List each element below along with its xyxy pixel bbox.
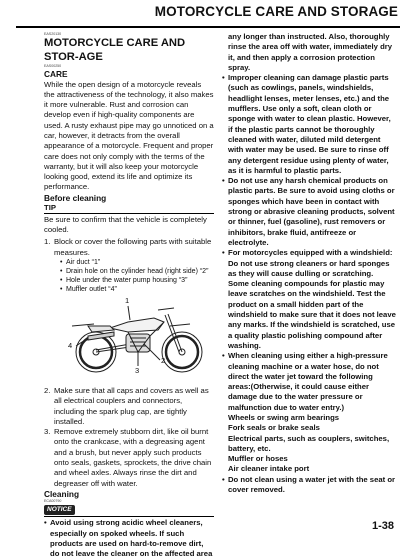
callout-1: 1 [125, 295, 130, 305]
notice-item-text: Improper cleaning can damage plastic parts (such as cowlings, panels, windshields, headlight lenses, meter lenses, etc.) and the mufflers. Use only a soft, clean cloth or sponge with water to clean plastic. However, if the plastic parts cannot be thoroughly cleaned with water, diluted mild detergent with water may be used. Be sure to rinse off any detergent residue using plenty of water, as it is harmful to plastic parts. [228, 73, 391, 175]
bullet-icon: • [222, 176, 225, 186]
step-2-number: 2. [44, 385, 51, 395]
step-1-number: 1. [44, 237, 51, 247]
care-code: EAS00250 [44, 64, 62, 68]
notice-text: Avoid using strong acidic wheel cleaners, especially on spoked wheels. If such products are used on hard-to-remove dirt, do not leave the cleaner on the affected area [50, 518, 213, 559]
section-title: MOTORCYCLE CARE AND STOR-AGE [44, 37, 186, 63]
motorcycle-illustration [58, 296, 218, 382]
step-3-text: Remove extremely stubborn dirt, like oil burnt onto the crankcase, with a degreasing agent and a brush, but never apply such products onto seals, gaskets, sprockets, the drive chain and wheel axles. Always rinse the dirt and degreaser off with water. [54, 427, 212, 488]
list-item [222, 351, 396, 413]
notice-continued-list [222, 73, 396, 413]
list-item [60, 285, 214, 294]
callout-2: 2 [161, 355, 166, 365]
bullet-icon: • [222, 351, 225, 361]
header-rule [16, 26, 400, 28]
bullet-icon: • [222, 73, 225, 83]
callout-4: 4 [68, 340, 73, 350]
bullet-icon: • [44, 518, 47, 528]
step-2 [44, 386, 214, 427]
bullet-icon: • [222, 474, 225, 484]
area-line: Electrical parts, such as couplers, switches, battery, etc. [228, 433, 390, 453]
list-item [60, 258, 214, 267]
step-3-number: 3. [44, 427, 51, 437]
notice-rule [44, 516, 214, 517]
section-code: EAS20130 [44, 32, 62, 36]
step-1-item-text: Muffler outlet “4” [66, 285, 117, 293]
bullet-icon: • [60, 276, 63, 284]
tip-label: TIP [44, 203, 56, 213]
step-1-items [54, 258, 214, 294]
step-1-item-text: Air duct “1” [66, 258, 101, 266]
step-1-text: Block or cover the following parts with suitable measures. [54, 237, 212, 257]
care-title: CARE [44, 69, 68, 79]
right-column [222, 32, 396, 495]
callout-3: 3 [135, 365, 140, 375]
care-paragraph: While the open design of a motorcycle reveals the attractiveness of the technology, it also makes it more vulnerable. Rust and corrosion can develop even if high-quality components are used. A rusty exhaust pipe may go unnoticed on a car, however, it detracts from the overall appearance of a motorcycle. Frequent and proper care does not only comply with the terms of the warranty, but it will also keep your motorcycle looking good, extend its life and optimize its performance. [44, 79, 214, 192]
notice-item-text: Do not use any harsh chemical products on plastic parts. Be sure to avoid using cloths or sponges which have been in contact with strong or abrasive cleaning products, solvent or thinner, fuel (gasoline), rust removers or inhibitors, brake fluid, antifreeze or electrolyte. [228, 176, 395, 247]
tip-rule [44, 213, 214, 214]
list-item [222, 475, 396, 496]
final-item-text: Do not clean using a water jet with the seat or cover removed. [228, 474, 396, 495]
area-line: Wheels or swing arm bearings [228, 412, 340, 422]
notice-item-text: When cleaning using either a high-pressure cleaning machine or a water hose, do not direct the water jet toward the following areas:(Otherwise, it could cause either damage due to the water pressure or malfunction due to water entry.) [228, 351, 388, 412]
final-list [222, 475, 396, 496]
list-item [222, 176, 396, 248]
notice-list [44, 518, 214, 559]
cleaning-title: Cleaning [44, 488, 80, 499]
step-1-item-text: Drain hole on the cylinder head (right side) “2” [66, 267, 209, 275]
before-cleaning-title: Before cleaning [44, 192, 107, 203]
step-1-item-text: Hole under the water pump housing “3” [66, 276, 188, 284]
list-item [60, 267, 214, 276]
notice-item-text: For motorcycles equipped with a windshield: Do not use strong cleaners or hard sponges as they will cause dulling or scratching. Some cleaning compounds for plastic may leave scratches on the windshield. Test the product on a small hidden part of the windshield to make sure that it does not leave any marks. If the windshield is scratched, use a quality plastic polishing compound after washing. [228, 248, 396, 350]
bullet-icon: • [222, 248, 225, 258]
bullet-icon: • [60, 258, 63, 266]
area-line: Fork seals or brake seals [228, 423, 320, 433]
list-item [60, 276, 214, 285]
area-line: Muffler or hoses [228, 454, 288, 464]
page-header-title: MOTORCYCLE CARE AND STORAGE [154, 4, 398, 19]
step-1 [44, 237, 214, 382]
tip-text: Be sure to confirm that the vehicle is completely cooled. [44, 214, 207, 235]
cleaning-code: ECA00790 [44, 499, 62, 504]
bullet-icon: • [60, 285, 63, 293]
list-item [222, 248, 396, 351]
area-line: Air cleaner intake port [228, 464, 310, 474]
bullet-icon: • [60, 267, 63, 275]
steps-list [44, 237, 214, 489]
list-item [222, 73, 396, 176]
page-number: 1-38 [371, 520, 394, 532]
continued-text: any longer than instructed. Also, thoroughly rinse the area off with water, immediately dry it, and then apply a corrosion protection spray. [228, 32, 393, 72]
step-2-text: Make sure that all caps and covers as well as all electrical couplers and connectors, including the spark plug cap, are tightly installed. [54, 385, 209, 426]
notice-badge: NOTICE [44, 505, 75, 515]
left-column [44, 32, 214, 560]
list-item [44, 518, 214, 559]
step-3 [44, 427, 214, 489]
